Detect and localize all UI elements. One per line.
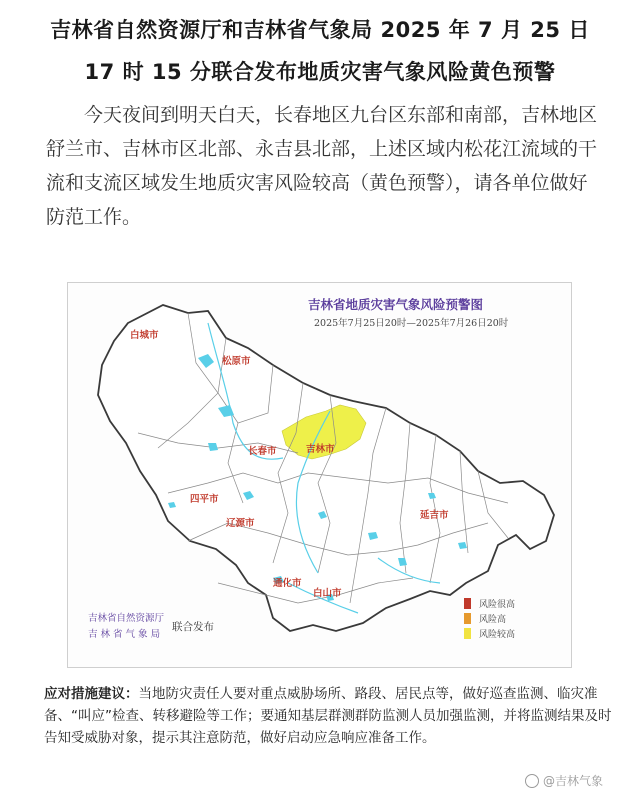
- issuer-block: [88, 610, 164, 642]
- watermark-text: @吉林气象: [543, 774, 604, 788]
- issuer-line-1: 吉林省自然资源厅: [88, 613, 165, 624]
- legend-item: 风险较高: [464, 626, 515, 641]
- map-subtitle: 2025年7月25日20时—2025年7月26日20时: [314, 318, 509, 329]
- issuer-line-2: 吉 林 省 气 象 局: [88, 629, 161, 640]
- warning-map: [67, 282, 572, 668]
- measures-block: [44, 683, 612, 749]
- city-label: 长春市: [248, 446, 277, 457]
- watermark: [525, 772, 603, 789]
- city-label: 四平市: [190, 494, 219, 505]
- city-label: 白山市: [313, 588, 342, 599]
- legend-swatch: [464, 613, 471, 624]
- city-label: 松原市: [222, 356, 251, 367]
- city-label: 通化市: [273, 578, 302, 589]
- province-outline: [98, 305, 554, 631]
- city-label: 白城市: [130, 330, 159, 341]
- warning-paragraph: 今天夜间到明天白天，长春地区九台区东部和南部，吉林地区舒兰市、吉林市区北部、永吉县北部，上述区域内松花江流域的干流和支流区域发生地质灾害风险较高（黄色预警），请各单位做好防范工作。: [46, 104, 598, 228]
- legend-item: 风险很高: [464, 596, 515, 611]
- map-title: 吉林省地质灾害气象风险预警图: [308, 297, 484, 312]
- legend-swatch: [464, 628, 471, 639]
- city-label: 延吉市: [420, 510, 449, 521]
- measures-lead: 应对措施建议：: [44, 686, 139, 702]
- legend-swatch: [464, 598, 471, 609]
- weibo-icon: [525, 774, 539, 788]
- title-line-1: 吉林省自然资源厅和吉林省气象局 2025 年 7 月 25 日: [50, 18, 590, 42]
- city-label: 吉林市: [306, 444, 335, 455]
- joint-release-label: 联合发布: [172, 621, 214, 633]
- map-legend: [464, 596, 515, 641]
- measures-text: 当地防灾责任人要对重点威胁场所、路段、居民点等，做好巡查监测、临灾准备、“叫应”检查、转移避险等工作；要通知基层群测群防监测人员加强监测，并将监测结果及时告知受威胁对象，提示其注意防范，做好启动应急响应准备工作。: [44, 686, 612, 746]
- legend-item: 风险高: [464, 611, 515, 626]
- city-label: 辽源市: [226, 518, 255, 529]
- title-line-2: 17 时 15 分联合发布地质灾害气象风险黄色预警: [84, 60, 556, 84]
